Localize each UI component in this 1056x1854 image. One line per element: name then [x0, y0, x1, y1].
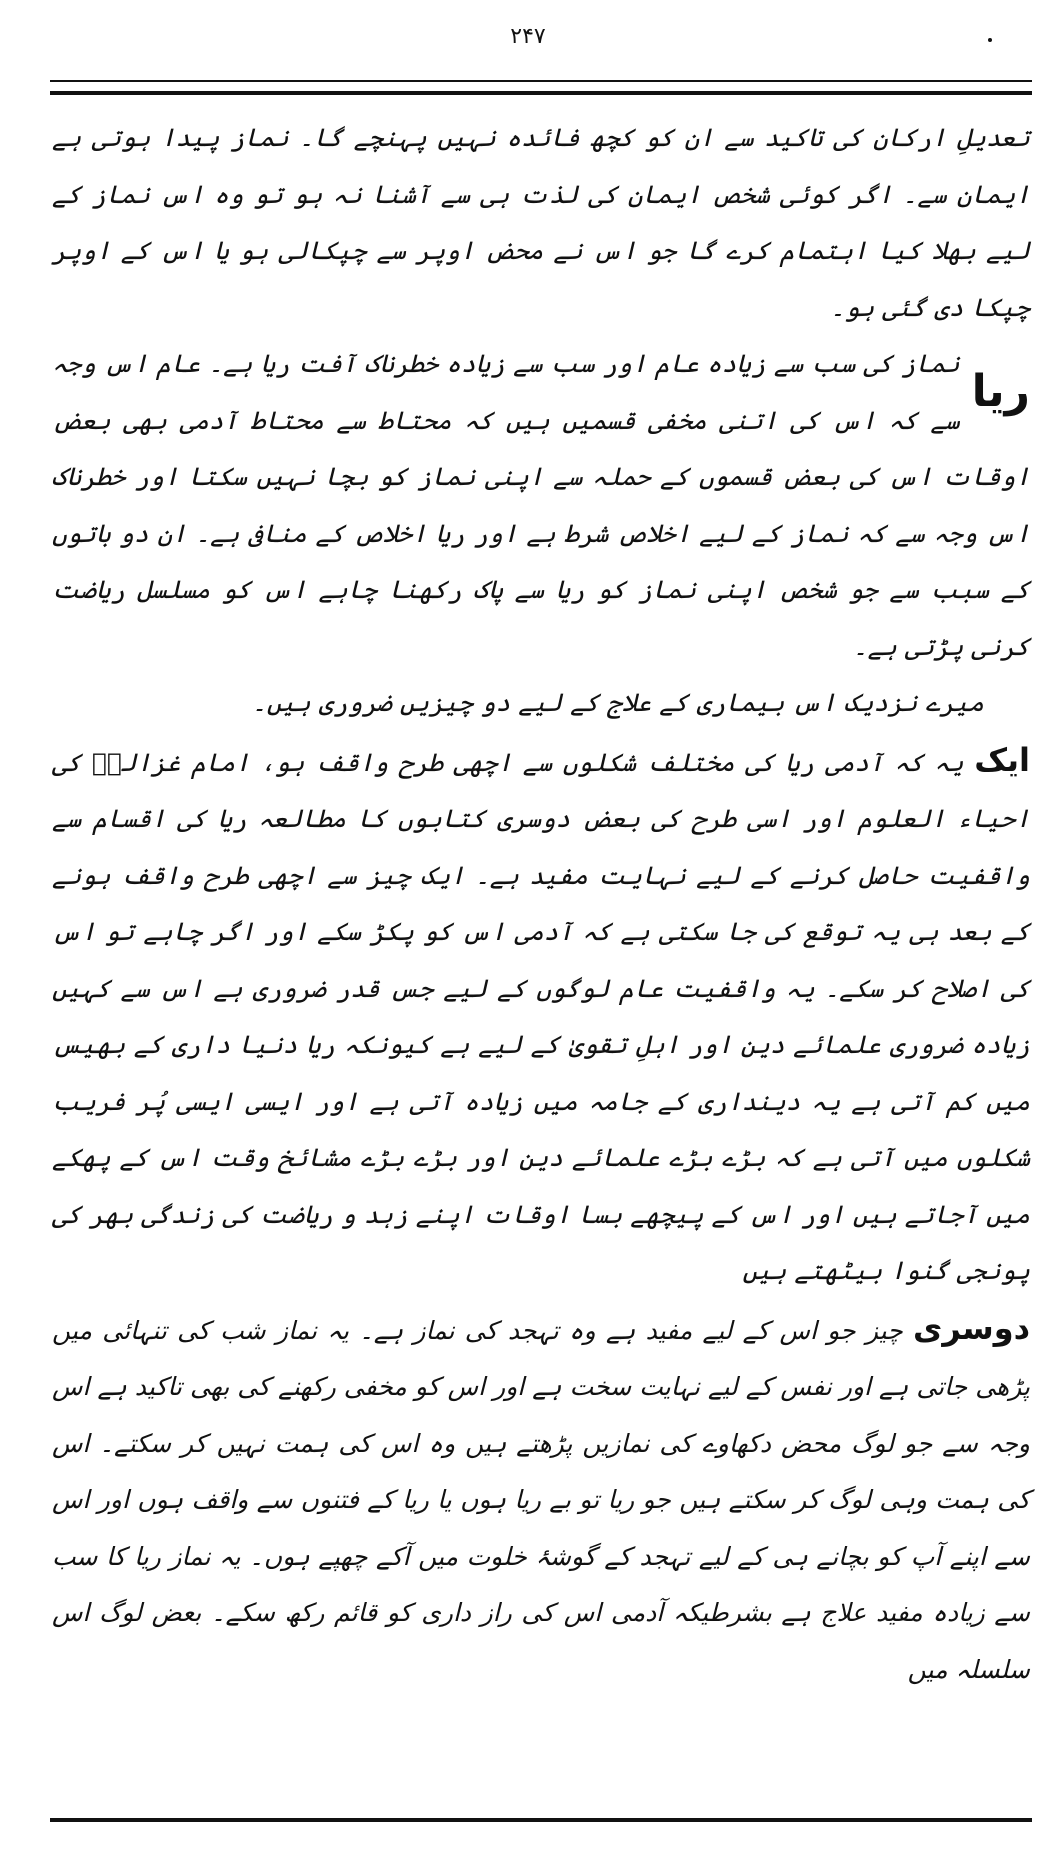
- paragraph-first-heading: ایک: [974, 740, 1030, 779]
- paragraph-riya-heading: ریا: [971, 366, 1030, 417]
- paragraph-intro: [52, 675, 1030, 732]
- paragraph-second-text: چیز جو اس کے لیے مفید ہے وہ تہجد کی نماز ہے۔ یہ نماز شب کی تنہائی میں پڑھی جاتی ہے اور نفس کے لیے نہایت سخت ہے اور اس کو مخفی رکھنے کی بھی تاکید ہے اس وجہ سے جو لوگ محض دکھاوے کی نمازیں پڑھتے ہیں وہ اس کی ہمت نہیں کر سکتے۔ اس کی ہمت وہی لوگ کر سکتے ہیں جو ریا تو بے ریا ہوں یا ریا کے فتنوں سے واقف ہوں اور اس سے اپنے آپ کو بچانے ہی کے لیے تہجد کے گوشۂ خلوت میں آکے چھپے ہوں۔ یہ نماز ریا کا سب سے زیادہ مفید علاج ہے بشرطیکہ آدمی اس کی راز داری کو قائم رکھ سکے۔ بعض لوگ اس سلسلہ میں: [52, 1315, 1030, 1684]
- paragraph-riya-text: نماز کی سب سے زیادہ عام اور سب سے زیادہ خطرناک آفت ریا ہے۔ عام اس وجہ سے کہ اس کی اتنی مخفی قسمیں ہیں کہ محتاط سے محتاط آدمی بھی بعض اوقات اس کی بعض قسموں کے حملہ سے اپنی نماز کو بچا نہیں سکتا اور خطرناک اس وجہ سے کہ نماز کے لیے اخلاص شرط ہے اور ریا اخلاص کے منافی ہے۔ ان دو باتوں کے سبب سے جو شخص اپنی نماز کو ریا سے پاک رکھنا چاہے اس کو مسلسل ریاضت کرنی پڑتی ہے۔: [52, 349, 1030, 661]
- paragraph-1: [52, 110, 1030, 336]
- paragraph-second: [52, 1300, 1030, 1699]
- page-number: ۲۴۷: [510, 24, 546, 49]
- body-text: [52, 110, 1030, 1698]
- footer-rule: [50, 1818, 1032, 1822]
- paragraph-intro-text: میرے نزدیک اس بیماری کے علاج کے لیے دو چیزیں ضروری ہیں۔: [252, 688, 984, 717]
- paragraph-first-text: یہ کہ آدمی ریا کی مختلف شکلوں سے اچھی طرح واقف ہو، امام غزالیؒ کی احیاء العلوم اور اسی طرح کی بعض دوسری کتابوں کا مطالعہ ریا کی اقسام سے واقفیت حاصل کرنے کے لیے نہایت مفید ہے۔ ایک چیز سے اچھی طرح واقف ہونے کے بعد ہی یہ توقع کی جا سکتی ہے کہ آدمی اس کو پکڑ سکے اور اگر چاہے تو اس کی اصلاح کر سکے۔ یہ واقفیت عام لوگوں کے لیے جس قدر ضروری ہے اس سے کہیں زیادہ ضروری علمائے دین اور اہلِ تقویٰ کے لیے ہے کیونکہ ریا دنیا داری کے بھیس میں کم آتی ہے یہ دینداری کے جامہ میں زیادہ آتی ہے اور ایسی ایسی پُر فریب شکلوں میں آتی ہے کہ بڑے بڑے علمائے دین اور بڑے بڑے مشائخ وقت اس کے پھکے میں آجاتے ہیں اور اس کے پیچھے بسا اوقات اپنے زہد و ریاضت کی زندگی بھر کی پونجی گنوا بیٹھتے ہیں: [52, 747, 1030, 1285]
- header-rule-thin: [50, 80, 1032, 82]
- paragraph-1-text: تعدیلِ ارکان کی تاکید سے ان کو کچھ فائدہ نہیں پہنچے گا۔ نماز پیدا ہوتی ہے ایمان سے۔ اگر کوئی شخص ایمان کی لذت ہی سے آشنا نہ ہو تو وہ اس نماز کے لیے بھلا کیا اہتمام کرے گا جو اس نے محض اوپر سے چپکالی ہو یا اس کے اوپر چپکا دی گئی ہو۔: [52, 123, 1030, 322]
- header-rule-thick: [50, 91, 1032, 95]
- paragraph-second-heading: دوسری: [912, 1308, 1030, 1347]
- paragraph-first: [52, 732, 1030, 1300]
- paragraph-riya: [52, 336, 1030, 675]
- page-dot: [988, 38, 992, 42]
